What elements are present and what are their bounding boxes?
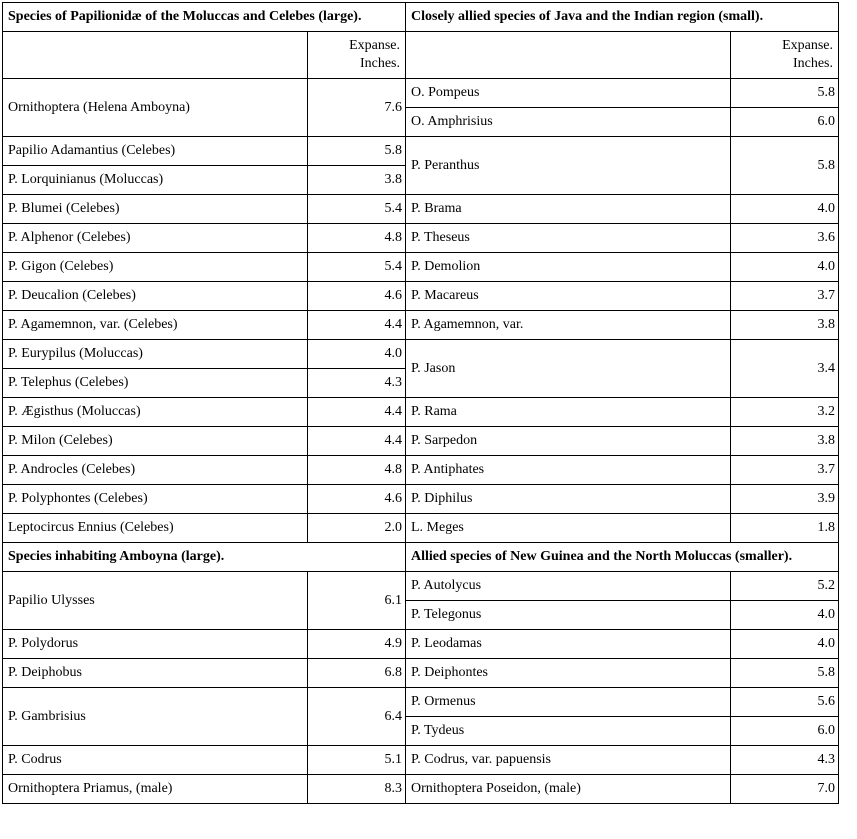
species-table: [2, 2, 839, 804]
species-name: P. Sarpedon: [406, 427, 731, 456]
expanse-value: 3.8: [308, 166, 406, 195]
species-name: P. Alphenor (Celebes): [3, 224, 308, 253]
expanse-value: 7.6: [308, 79, 406, 137]
species-name: P. Leodamas: [406, 630, 731, 659]
expanse-value: 4.0: [731, 253, 839, 282]
expanse-value: 3.2: [731, 398, 839, 427]
species-name: P. Milon (Celebes): [3, 427, 308, 456]
species-name: P. Jason: [406, 340, 731, 398]
expanse-value: 3.8: [731, 427, 839, 456]
species-name: P. Autolycus: [406, 572, 731, 601]
expanse-value: 5.4: [308, 253, 406, 282]
expanse-value: 5.1: [308, 746, 406, 775]
section-header-java: Closely allied species of Java and the Indian region (small).: [406, 3, 839, 32]
species-name: P. Telephus (Celebes): [3, 369, 308, 398]
expanse-value: 4.6: [308, 485, 406, 514]
species-name: P. Codrus, var. papuensis: [406, 746, 731, 775]
expanse-value: 2.0: [308, 514, 406, 543]
species-name: P. Eurypilus (Moluccas): [3, 340, 308, 369]
species-name: P. Rama: [406, 398, 731, 427]
expanse-value: 4.0: [308, 340, 406, 369]
species-name: O. Pompeus: [406, 79, 731, 108]
species-name: P. Codrus: [3, 746, 308, 775]
section-header-new-guinea: Allied species of New Guinea and the North Moluccas (smaller).: [406, 543, 839, 572]
expanse-value: 6.8: [308, 659, 406, 688]
expanse-value: 4.4: [308, 398, 406, 427]
species-name: P. Androcles (Celebes): [3, 456, 308, 485]
expanse-value: 4.0: [731, 601, 839, 630]
expanse-value: 7.0: [731, 775, 839, 804]
expanse-value: 6.1: [308, 572, 406, 630]
species-name: P. Theseus: [406, 224, 731, 253]
species-name: P. Diphilus: [406, 485, 731, 514]
expanse-value: 4.4: [308, 427, 406, 456]
species-name: L. Meges: [406, 514, 731, 543]
expanse-label: Expanse.: [349, 38, 400, 53]
section-header-amboyna: Species inhabiting Amboyna (large).: [3, 543, 406, 572]
species-name: Ornithoptera (Helena Amboyna): [3, 79, 308, 137]
expanse-value: 3.7: [731, 282, 839, 311]
species-name: P. Tydeus: [406, 717, 731, 746]
species-name: P. Macareus: [406, 282, 731, 311]
blank-cell: [3, 32, 308, 79]
expanse-value: 6.0: [731, 717, 839, 746]
expanse-value: 3.8: [731, 311, 839, 340]
species-name: P. Blumei (Celebes): [3, 195, 308, 224]
species-name: P. Deiphobus: [3, 659, 308, 688]
expanse-value: 3.9: [731, 485, 839, 514]
species-name: P. Deiphontes: [406, 659, 731, 688]
species-name: P. Ægisthus (Moluccas): [3, 398, 308, 427]
species-name: P. Agamemnon, var. (Celebes): [3, 311, 308, 340]
blank-cell: [406, 32, 731, 79]
species-name: P. Deucalion (Celebes): [3, 282, 308, 311]
expanse-value: 1.8: [731, 514, 839, 543]
expanse-value: 4.3: [731, 746, 839, 775]
expanse-value: 4.9: [308, 630, 406, 659]
species-name: O. Amphrisius: [406, 108, 731, 137]
species-name: P. Gambrisius: [3, 688, 308, 746]
expanse-column-header: [731, 32, 839, 79]
expanse-value: 4.0: [731, 630, 839, 659]
species-name: Leptocircus Ennius (Celebes): [3, 514, 308, 543]
expanse-value: 4.0: [731, 195, 839, 224]
expanse-value: 3.7: [731, 456, 839, 485]
inches-label: Inches.: [359, 56, 400, 71]
species-name: P. Ormenus: [406, 688, 731, 717]
expanse-label: Expanse.: [782, 38, 833, 53]
expanse-value: 5.8: [308, 137, 406, 166]
expanse-value: 8.3: [308, 775, 406, 804]
species-name: Ornithoptera Priamus, (male): [3, 775, 308, 804]
expanse-value: 5.8: [731, 659, 839, 688]
species-name: Papilio Adamantius (Celebes): [3, 137, 308, 166]
species-name: P. Demolion: [406, 253, 731, 282]
expanse-value: 5.8: [731, 137, 839, 195]
expanse-value: 5.6: [731, 688, 839, 717]
expanse-value: 3.4: [731, 340, 839, 398]
species-name: P. Lorquinianus (Moluccas): [3, 166, 308, 195]
expanse-value: 6.0: [731, 108, 839, 137]
species-name: P. Peranthus: [406, 137, 731, 195]
expanse-value: 5.8: [731, 79, 839, 108]
expanse-column-header: [308, 32, 406, 79]
species-name: Ornithoptera Poseidon, (male): [406, 775, 731, 804]
expanse-value: 4.8: [308, 224, 406, 253]
species-name: P. Polyphontes (Celebes): [3, 485, 308, 514]
inches-label: Inches.: [792, 56, 833, 71]
expanse-value: 6.4: [308, 688, 406, 746]
species-name: P. Agamemnon, var.: [406, 311, 731, 340]
expanse-value: 3.6: [731, 224, 839, 253]
species-name: P. Polydorus: [3, 630, 308, 659]
expanse-value: 5.2: [731, 572, 839, 601]
expanse-value: 5.4: [308, 195, 406, 224]
expanse-value: 4.6: [308, 282, 406, 311]
species-name: P. Antiphates: [406, 456, 731, 485]
expanse-value: 4.4: [308, 311, 406, 340]
section-header-moluccas: Species of Papilionidæ of the Moluccas and Celebes (large).: [3, 3, 406, 32]
species-name: Papilio Ulysses: [3, 572, 308, 630]
expanse-value: 4.3: [308, 369, 406, 398]
species-name: P. Brama: [406, 195, 731, 224]
species-name: P. Gigon (Celebes): [3, 253, 308, 282]
species-name: P. Telegonus: [406, 601, 731, 630]
expanse-value: 4.8: [308, 456, 406, 485]
